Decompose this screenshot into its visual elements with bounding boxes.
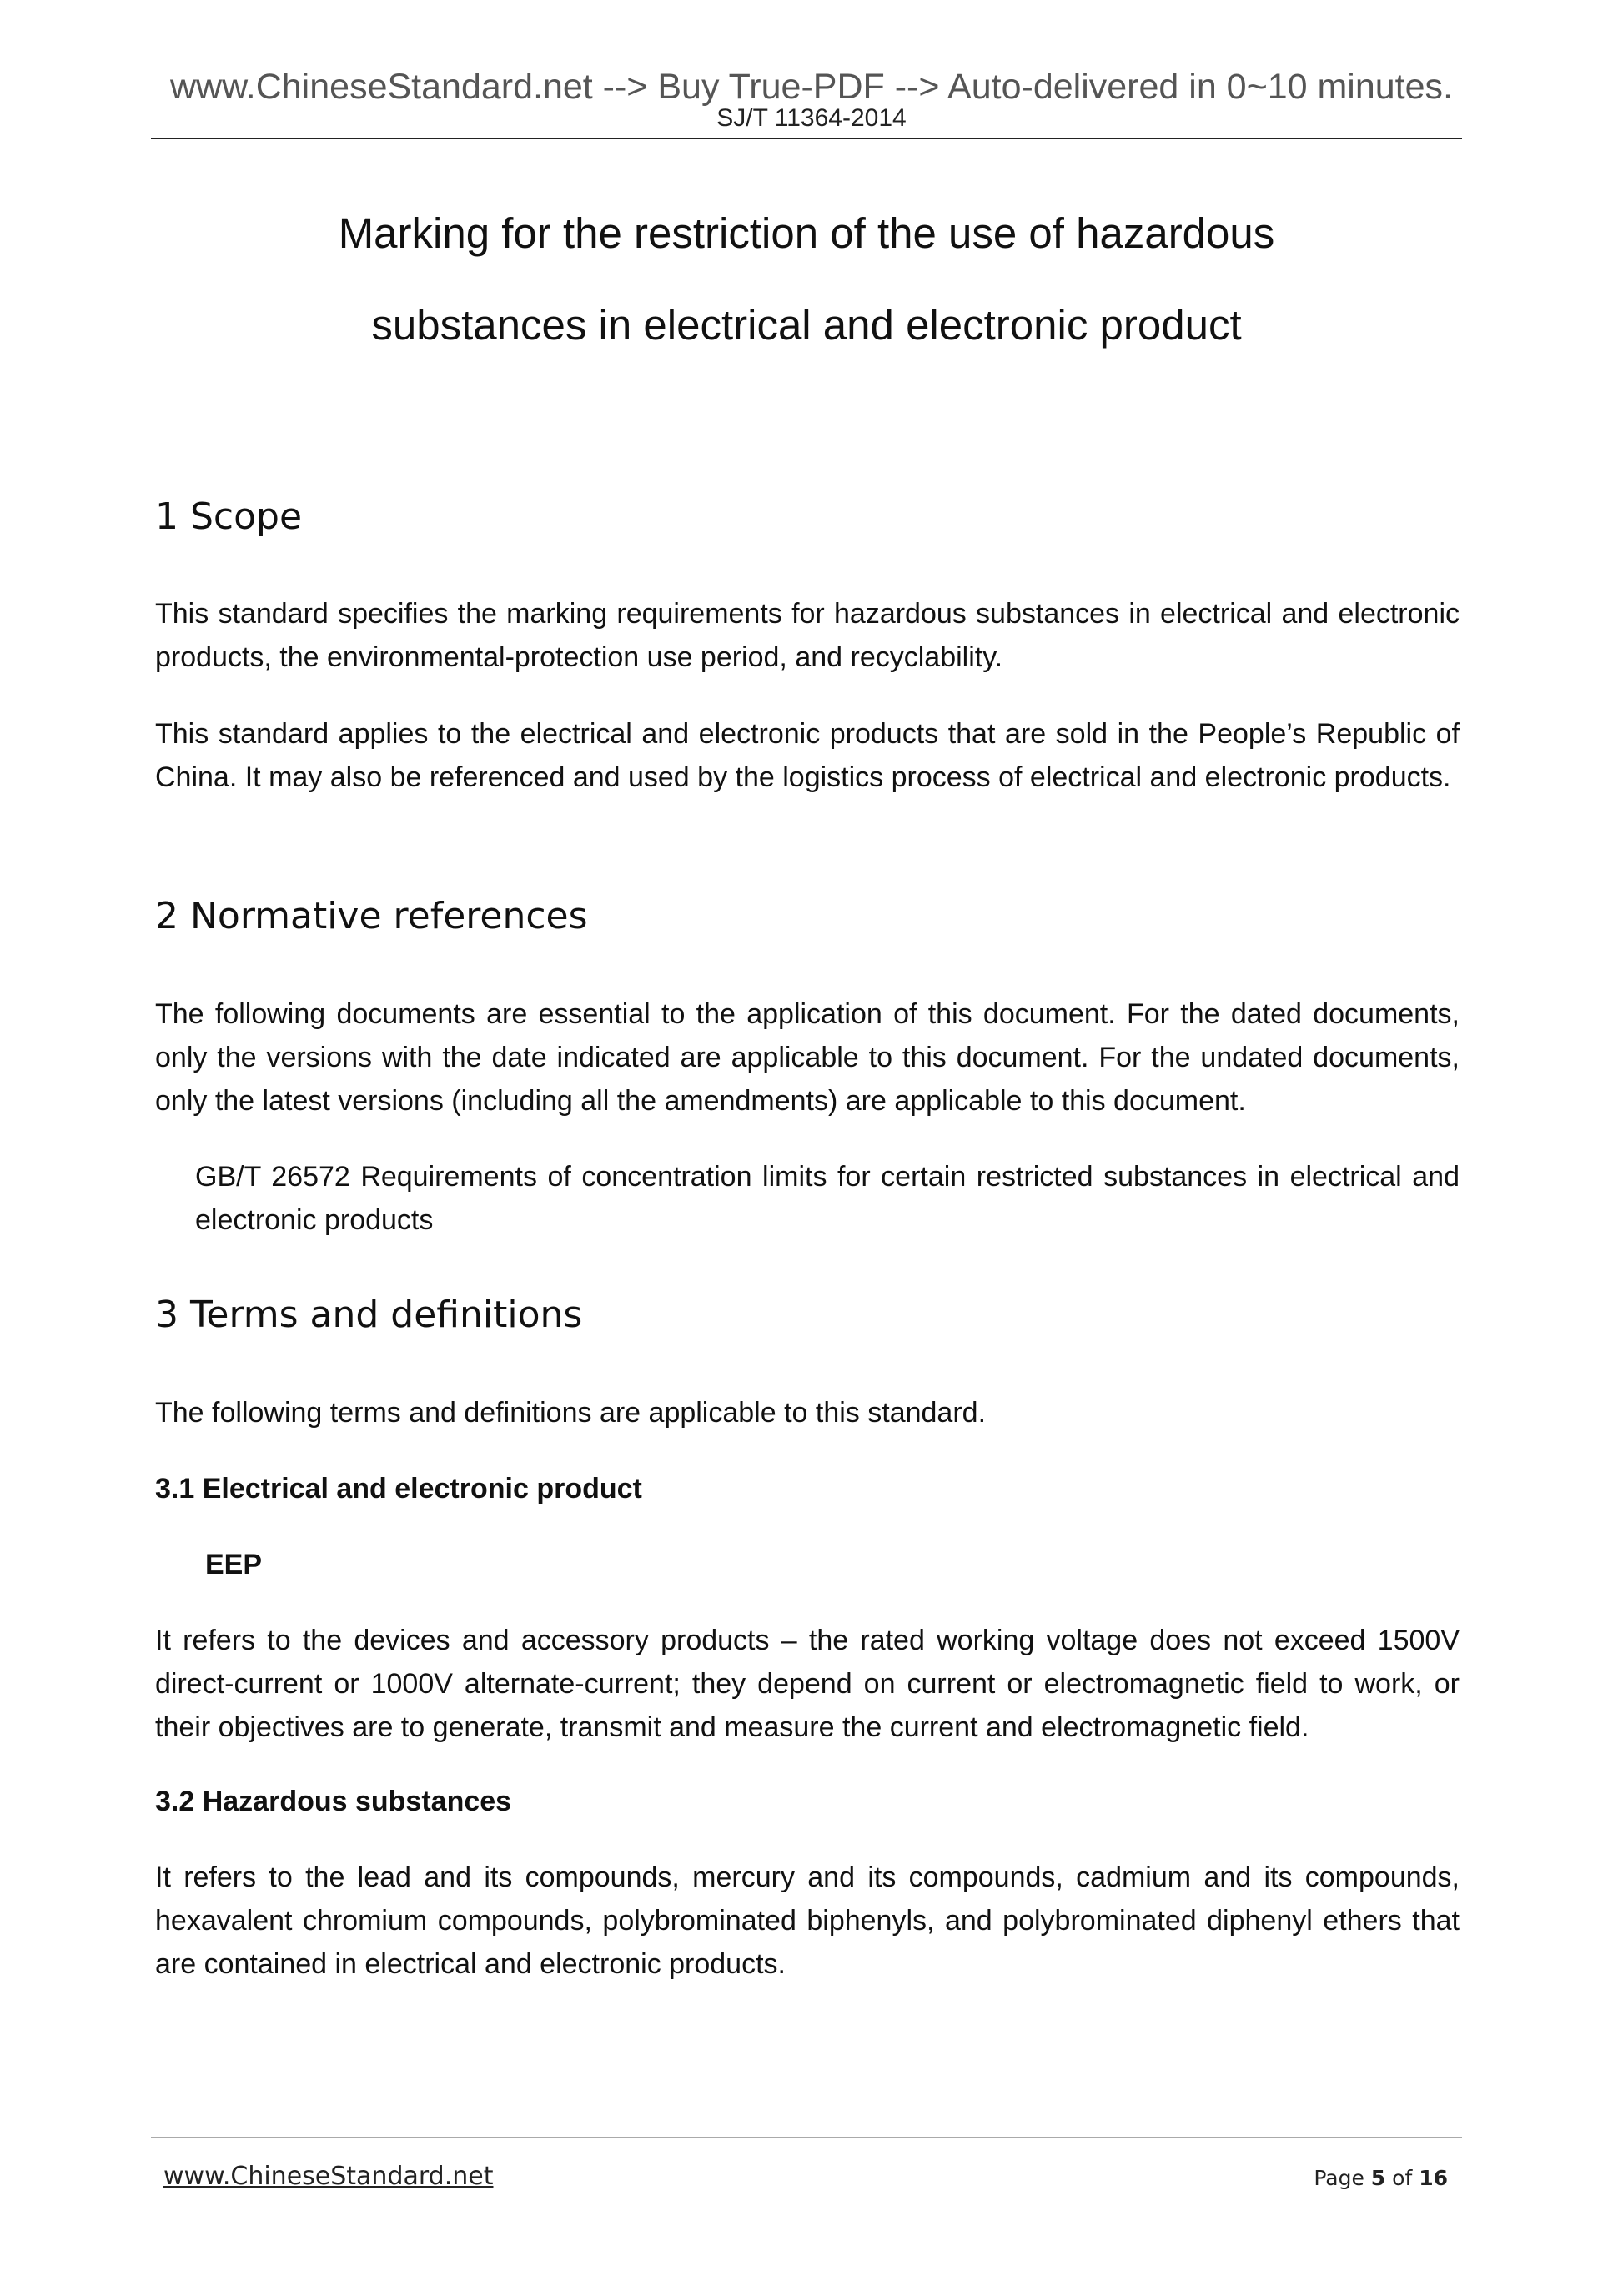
standard-number: SJ/T 11364-2014 <box>716 104 907 132</box>
footer-website-link[interactable]: www.ChineseStandard.net <box>163 2162 494 2191</box>
term-definition-electrical-and-electronic-product: It refers to the devices and accessory products – the rated working voltage does not exceed 1500V direct-current or 1000V alternate-current; they depend on current or electromagnetic field to work, or their objectives are to generate, transmit and measure the current and electromagnetic field. <box>155 1625 1460 1743</box>
normative-reference-item: GB/T 26572 Requirements of concentration limits for certain restricted substances in electrical and electronic products <box>195 1161 1460 1236</box>
section-heading-scope: 1 Scope <box>155 495 303 538</box>
scope-paragraph-1: This standard specifies the marking requirements for hazardous substances in electrical and electronic products, the environmental-protection use period, and recyclability. <box>155 598 1460 673</box>
page-of: of <box>1385 2166 1419 2190</box>
term-abbreviation-eep: EEP <box>205 1549 263 1580</box>
page-current: 5 <box>1370 2166 1386 2190</box>
page-total: 16 <box>1419 2166 1448 2190</box>
header-banner[interactable]: www.ChineseStandard.net --> Buy True-PDF --> Auto-delivered in 0~10 minutes. <box>169 67 1453 107</box>
document-title <box>151 188 1462 371</box>
term-heading-hazardous-substances: 3.2 Hazardous substances <box>155 1786 512 1817</box>
terms-intro: The following terms and definitions are applicable to this standard. <box>155 1397 987 1429</box>
section-heading-normative-references: 2 Normative references <box>155 895 588 937</box>
footer-divider <box>151 2137 1462 2138</box>
page-prefix: Page <box>1314 2166 1371 2190</box>
term-heading-electrical-and-electronic-product: 3.1 Electrical and electronic product <box>155 1473 642 1505</box>
section-heading-terms-and-definitions: 3 Terms and definitions <box>155 1294 583 1336</box>
normative-references-paragraph: The following documents are essential to the application of this document. For the dated documents, only the versions with the date indicated are applicable to this document. For the undated documents, only the latest versions (including all the amendments) are applicable to this document. <box>155 998 1460 1117</box>
page-number <box>1314 2163 1448 2193</box>
document-title-line-1: Marking for the restriction of the use of hazardous <box>338 209 1275 257</box>
scope-paragraph-2: This standard applies to the electrical and electronic products that are sold in the People’s Republic of China. It may also be referenced and used by the logistics process of electrical and electronic products. <box>155 718 1460 793</box>
term-definition-hazardous-substances: It refers to the lead and its compounds, mercury and its compounds, cadmium and its compounds, hexavalent chromium compounds, polybrominated biphenyls, and polybrominated diphenyl ethers that are contained in electrical and electronic products. <box>155 1861 1460 1980</box>
header-divider <box>151 138 1462 139</box>
document-title-line-2: substances in electrical and electronic product <box>371 301 1242 349</box>
